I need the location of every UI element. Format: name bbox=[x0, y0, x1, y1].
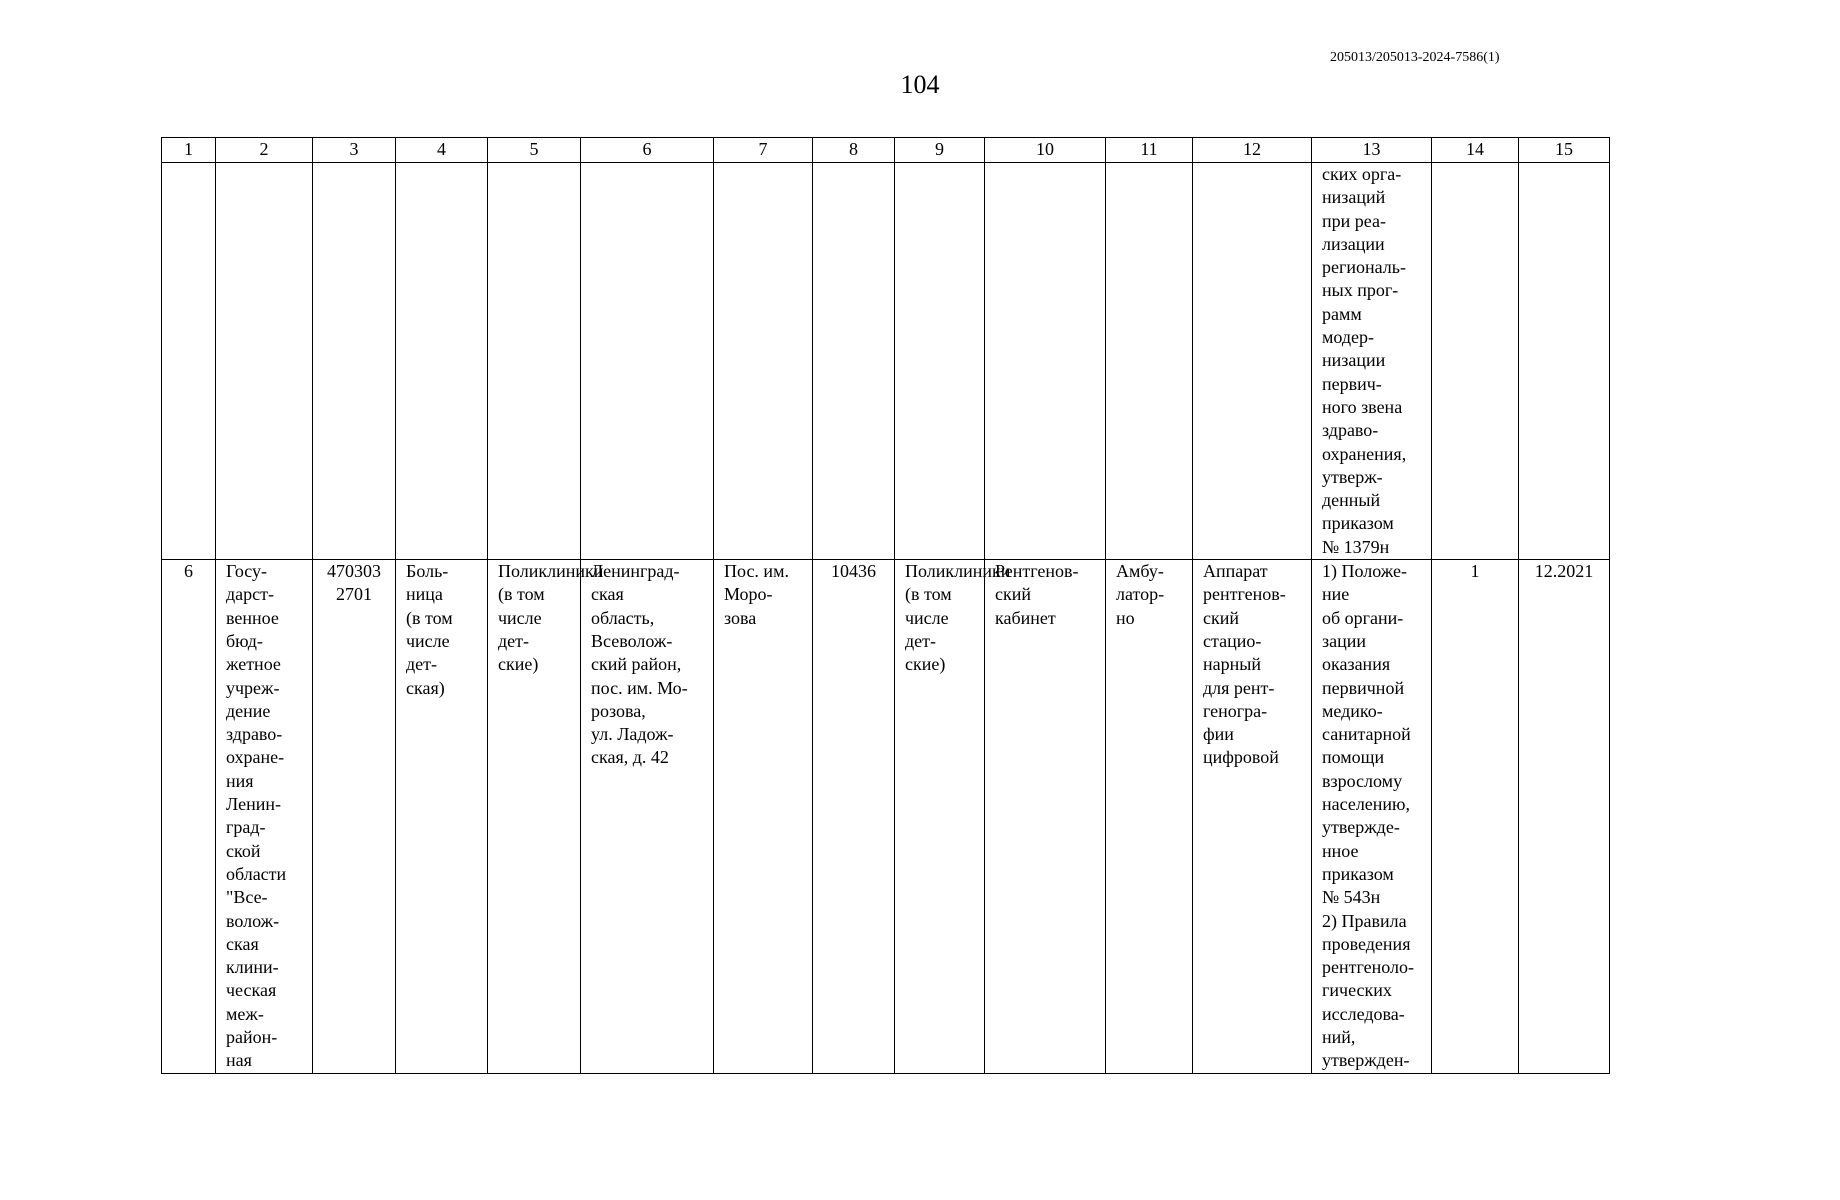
column-header: 5 bbox=[488, 138, 581, 163]
table-cell-date: 12.2021 bbox=[1519, 560, 1610, 1074]
table-cell bbox=[1193, 163, 1312, 560]
table-cell-regulation: 1) Положе- ние об органи- зации оказания первичной медико- санитарной помощи взрослому населению, утвержде- нное приказом № 543н 2) Правила проведения рентгеноло- гических исследова- ний, утвержден- bbox=[1312, 560, 1432, 1074]
column-header: 10 bbox=[985, 138, 1106, 163]
table-cell bbox=[1106, 163, 1193, 560]
table-cell-organization: Госу- дарст- венное бюд- жетное учреж- дение здраво- охране- ния Ленин- град- ской области "Все- волож- ская клини- ческая меж- район- ная bbox=[216, 560, 313, 1074]
table-cell bbox=[581, 163, 714, 560]
column-header: 9 bbox=[895, 138, 985, 163]
column-header-row bbox=[162, 138, 1610, 163]
column-header: 15 bbox=[1519, 138, 1610, 163]
table-cell-code: 470303 2701 bbox=[313, 560, 396, 1074]
table-row-6 bbox=[162, 560, 1610, 1074]
table-cell bbox=[396, 163, 488, 560]
document-id: 205013/205013-2024-7586(1) bbox=[1330, 50, 1500, 65]
table-cell bbox=[813, 163, 895, 560]
table-cell bbox=[216, 163, 313, 560]
column-header: 1 bbox=[162, 138, 216, 163]
table-cell-care-conditions: Амбу- латор- но bbox=[1106, 560, 1193, 1074]
table-cell bbox=[488, 163, 581, 560]
table-cell-department: Рентгенов- ский кабинет bbox=[985, 560, 1106, 1074]
column-header: 14 bbox=[1432, 138, 1519, 163]
table-cell-facility-type: Боль- ница (в том числе дет- ская) bbox=[396, 560, 488, 1074]
column-header: 3 bbox=[313, 138, 396, 163]
table-cell bbox=[985, 163, 1106, 560]
column-header: 7 bbox=[714, 138, 813, 163]
column-header: 6 bbox=[581, 138, 714, 163]
page-number: 104 bbox=[900, 70, 940, 99]
data-table bbox=[161, 137, 1610, 1074]
table-cell bbox=[895, 163, 985, 560]
table-cell-subunit: Поликлиники (в том числе дет- ские) bbox=[895, 560, 985, 1074]
table-cell bbox=[1519, 163, 1610, 560]
table-cell-regulation: ских орга- низаций при реа- лизации региональ- ных прог- рамм модер- низации первич- ного звена здраво- охранения, утверж- денный приказом № 1379н bbox=[1312, 163, 1432, 560]
column-header: 12 bbox=[1193, 138, 1312, 163]
column-header: 11 bbox=[1106, 138, 1193, 163]
column-header: 8 bbox=[813, 138, 895, 163]
table-cell-number: 6 bbox=[162, 560, 216, 1074]
table-cell-unit-type: Поликлиники (в том числе дет- ские) bbox=[488, 560, 581, 1074]
table-cell bbox=[714, 163, 813, 560]
column-header: 13 bbox=[1312, 138, 1432, 163]
table-cell bbox=[313, 163, 396, 560]
table-cell-population: 10436 bbox=[813, 560, 895, 1074]
table-cell-address: Ленинград- ская область, Всеволож- ский район, пос. им. Мо- розова, ул. Ладож- ская, д. 42 bbox=[581, 560, 714, 1074]
column-header: 2 bbox=[216, 138, 313, 163]
table-cell-quantity: 1 bbox=[1432, 560, 1519, 1074]
table-cell-settlement: Пос. им. Моро- зова bbox=[714, 560, 813, 1074]
column-header: 4 bbox=[396, 138, 488, 163]
table-cell bbox=[1432, 163, 1519, 560]
table-cell-equipment: Аппарат рентгенов- ский стацио- нарный для рент- геногра- фии цифровой bbox=[1193, 560, 1312, 1074]
table-row-continuation bbox=[162, 163, 1610, 560]
table-cell bbox=[162, 163, 216, 560]
